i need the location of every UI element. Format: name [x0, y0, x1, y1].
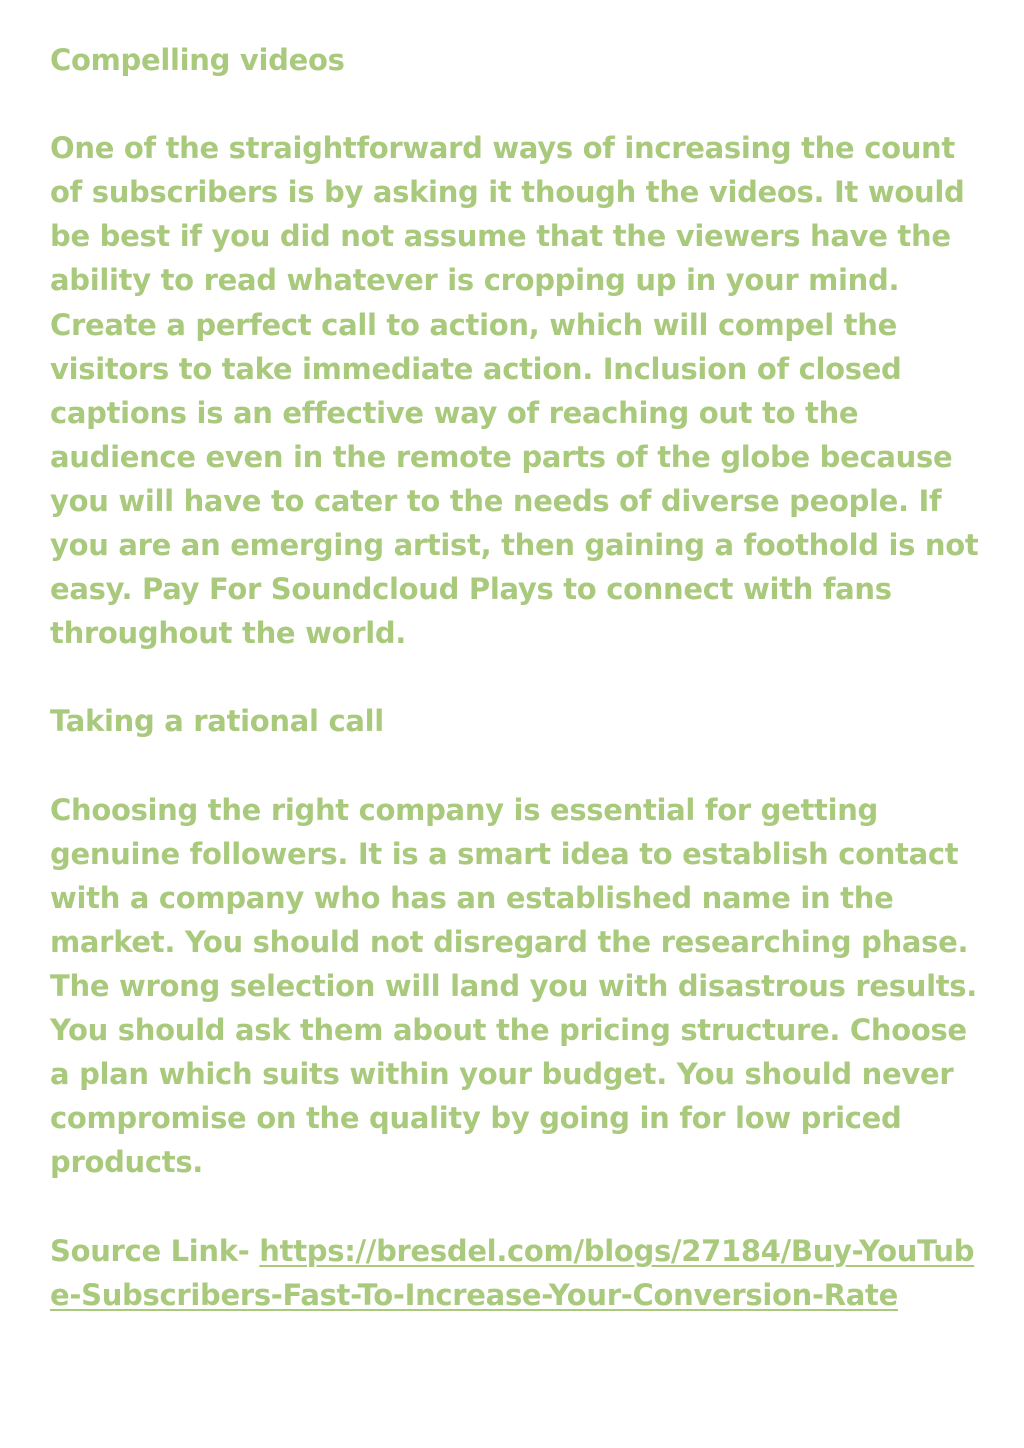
spacer — [50, 655, 980, 699]
section-body-compelling-videos: One of the straightforward ways of increasing the count of subscribers is by asking it though the videos. It would be best if you did not assume that the viewers have the ability to read whatever is cropping up in your mind. Create a perfect call to action, which will compel the visitors to take immediate action. Inclusion of closed captions is an effective way of reaching out to the audience even in the remote parts of the globe because you will have to cater to the needs of diverse people. If you are an emerging artist, then gaining a foothold is not easy. Pay For Soundcloud Plays to connect with fans throughout the world. — [50, 131, 979, 651]
section-body-rational-call: Choosing the right company is essential for getting genuine followers. It is a smart idea to establish contact with a company who has an established name in the market. You should not disregard the researching phase. The wrong selection will land you with disastrous results. You should ask them about the pricing structure. Choose a plan which suits within your budget. You should never compromise on the quality by going in for low priced products. — [50, 792, 977, 1180]
spacer — [50, 1184, 980, 1228]
spacer — [50, 82, 980, 126]
section-heading-rational-call: Taking a rational call — [50, 704, 384, 739]
source-line — [50, 1229, 980, 1317]
source-label: Source Link- — [50, 1233, 260, 1268]
section-heading-compelling-videos: Compelling videos — [50, 43, 345, 77]
spacer — [50, 744, 980, 788]
document-page — [50, 38, 980, 1317]
source-link[interactable]: https://bresdel.com/blogs/27184/Buy-YouTube-Subscribers-Fast-To-Increase-Your-Conversion-Rate — [50, 1233, 975, 1312]
